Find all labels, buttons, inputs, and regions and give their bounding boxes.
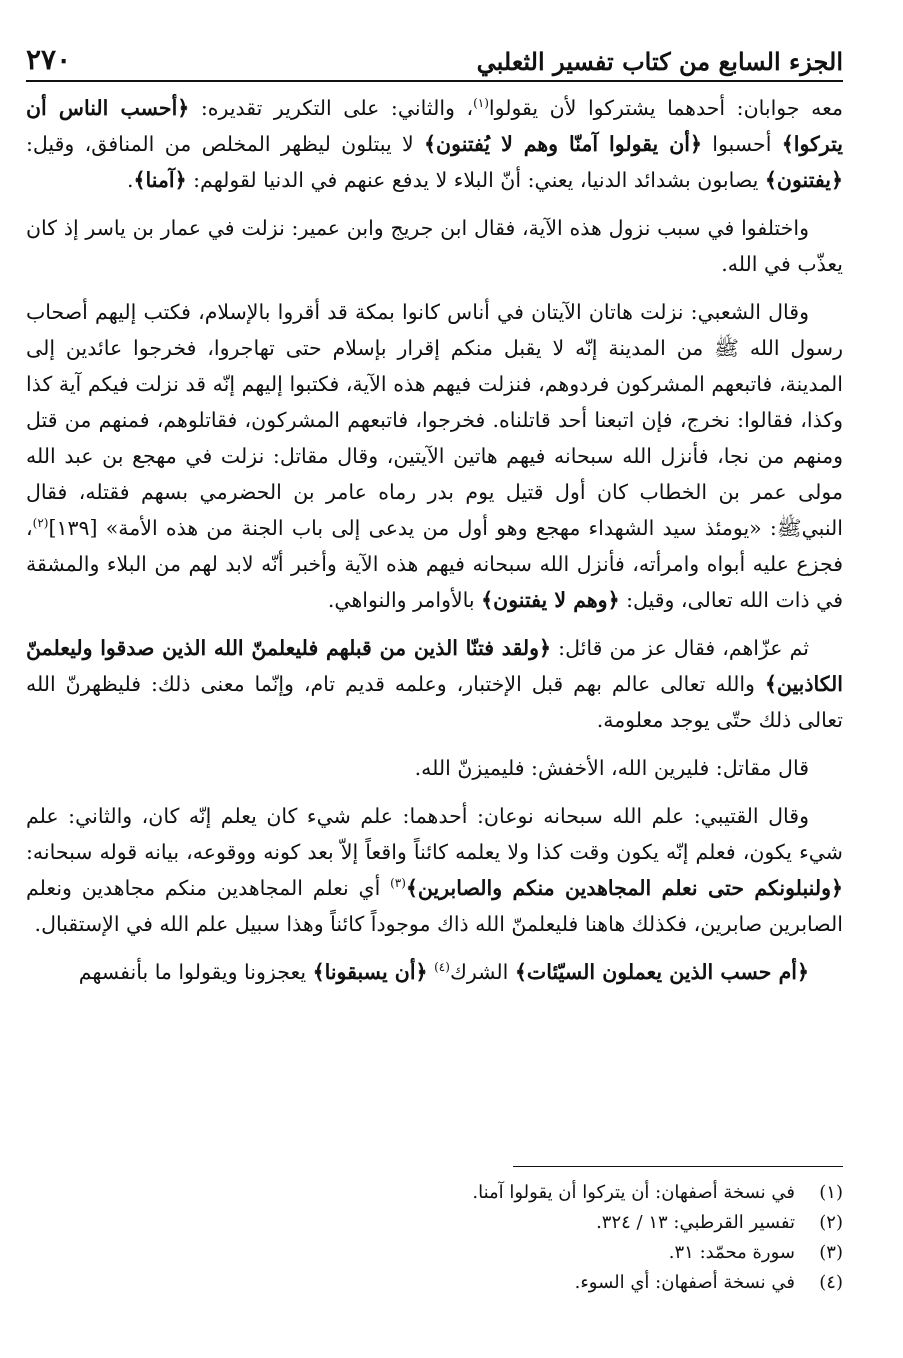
text-run: ثم عزّاهم، فقال عز من قائل: <box>551 636 809 660</box>
footnote <box>26 1268 843 1298</box>
paragraph <box>26 630 843 738</box>
text-run: والله تعالى عالم بهم قبل الإختبار، وعلمه قديم تام، وإنّما معنى ذلك: فليظهرنّ الله تعالى ذلك حتّى يوجد معلومة. <box>26 672 843 732</box>
paragraph <box>26 90 843 198</box>
running-title: الجزء السابع من كتاب تفسير الثعلبي <box>476 47 843 76</box>
footnote-text: تفسير القرطبي: ١٣ / ٣٢٤. <box>596 1212 795 1233</box>
footnote-separator <box>513 1166 843 1167</box>
text-run: يعجزونا ويقولوا ما بأنفسهم <box>78 960 313 984</box>
text-run: أي نعلم المجاهدين منكم مجاهدين ونعلم الصابرين صابرين، فكذلك هاهنا فليعلمنّ الله ذاك موجوداً كائناً وهذا سبيل علم الله في الإستقبال. <box>26 876 843 936</box>
text-run: وقال القتيبي: علم الله سبحانه نوعان: أحدهما: علم شيء كان يعلم إنّه كان، والثاني: علم شيء يكون، فعلم إنّه يكون وقت كذا ولا يعلمه كائناً واقعاً إلاّ بعد كونه ووقوعه، بيانه قوله سبحانه: <box>26 804 843 864</box>
footnote <box>26 1178 843 1208</box>
page-number: ٢٧٠ <box>26 43 72 76</box>
quran-quote: ﴿أم حسب الذين يعملون السيّئات﴾ <box>514 960 809 984</box>
text-run: بالأوامر والنواهي. <box>327 588 482 612</box>
footnote-text: في نسخة أصفهان: أن يتركوا أن يقولوا آمنا. <box>472 1182 795 1203</box>
text-run: أحسبوا <box>701 132 782 156</box>
quran-quote: ﴿يفتنون﴾ <box>764 168 843 192</box>
quran-quote: ﴿ولقد فتنّا الذين من قبلهم فليعلمنّ الله الذين صدقوا وليعلمنّ الكاذبين﴾ <box>26 636 843 696</box>
footnotes <box>26 1178 843 1298</box>
text-run: وقال الشعبي: نزلت هاتان الآيتان في أناس كانوا بمكة قد أقروا بالإسلام، فكتب إليهم أصحاب رسول الله ﷺ من المدينة إنّه لا يقبل منكم إقرار بإسلام حتى تهاجروا، فخرجوا عائدين إلى المدينة، فاتبعهم المشركون فردوهم، فنزلت فيهم هذه الآية، فكتبوا إليهم إنّه قد نزلت فيكم آية كذا وكذا، فقالوا: نخرج، فإن اتبعنا أحد قاتلناه. فخرجوا، فاتبعهم المشركون، فقاتلوهم، فمنهم من قتل ومنهم من نجا، فأنزل الله سبحانه فيهم هاتين الآيتين، وقال مقاتل: نزلت في مهجع بن عبد الله مولى عمر بن الخطاب كان أول قتيل يوم بدر رماه عامر بن الحضرمي بسهم فقتله، فقال النبيﷺ: «يومئذ سيد الشهداء مهجع وهو أول من يدعى إلى باب الجنة من هذه الأمة» [١٣٩] <box>26 300 843 540</box>
main-text <box>26 90 843 1002</box>
text-run: قال مقاتل: فليرين الله، الأخفش: فليميزنّ الله. <box>414 756 809 780</box>
footnote-text: سورة محمّد: ٣١. <box>668 1242 795 1263</box>
footnote <box>26 1208 843 1238</box>
text-run: معه جوابان: أحدهما يشتركوا لأن يقولوا <box>488 96 843 120</box>
paragraph <box>26 798 843 942</box>
quran-quote: ﴿آمنا﴾ <box>133 168 187 192</box>
text-run: ، فجزع عليه أبواه وامرأته، فأنزل الله سبحانه فيهم هذه الآية وأخبر أنّه لابد لهم من البلاء والمشقة في ذات الله تعالى، وقيل: <box>26 516 843 612</box>
paragraph <box>26 954 843 990</box>
paragraph <box>26 294 843 618</box>
text-run: يصابون بشدائد الدنيا، يعني: أنّ البلاء لا يدفع عنهم في الدنيا لقولهم: <box>186 168 765 192</box>
footnote <box>26 1238 843 1268</box>
quran-quote: ﴿وهم لا يفتنون﴾ <box>481 588 620 612</box>
quran-quote: ﴿أن يقولوا آمنّا وهم لا يُفتنون﴾ <box>424 132 702 156</box>
footnote-ref: (١) <box>473 96 489 111</box>
quran-quote: ﴿أحسب الناس أن يتركوا﴾ <box>26 96 843 156</box>
page-header <box>26 36 843 82</box>
footnote-text: في نسخة أصفهان: أي السوء. <box>574 1272 795 1293</box>
text-run: الشرك <box>449 960 515 984</box>
paragraph <box>26 750 843 786</box>
quran-quote: ﴿أن يسبقونا﴾ <box>312 960 428 984</box>
text-run: واختلفوا في سبب نزول هذه الآية، فقال ابن جريج وابن عمير: نزلت في عمار بن ياسر إذ كان يعذّب في الله. <box>26 216 843 276</box>
footnote-ref: (٣) <box>390 876 406 891</box>
text-run: . <box>126 168 134 192</box>
footnote-number: (٢) <box>819 1212 843 1233</box>
text-run: ، والثاني: على التكرير تقديره: <box>189 96 474 120</box>
footnote-number: (٣) <box>819 1242 843 1263</box>
footnote-ref: (٤) <box>434 960 450 975</box>
paragraph <box>26 210 843 282</box>
footnote-number: (١) <box>819 1182 843 1203</box>
footnote-number: (٤) <box>819 1272 843 1293</box>
quran-quote: ﴿ولنبلونكم حتى نعلم المجاهدين منكم والصابرين﴾ <box>405 876 843 900</box>
footnote-ref: (٢) <box>32 516 49 531</box>
text-run: لا يبتلون ليظهر المخلص من المنافق، وقيل: <box>26 132 425 156</box>
